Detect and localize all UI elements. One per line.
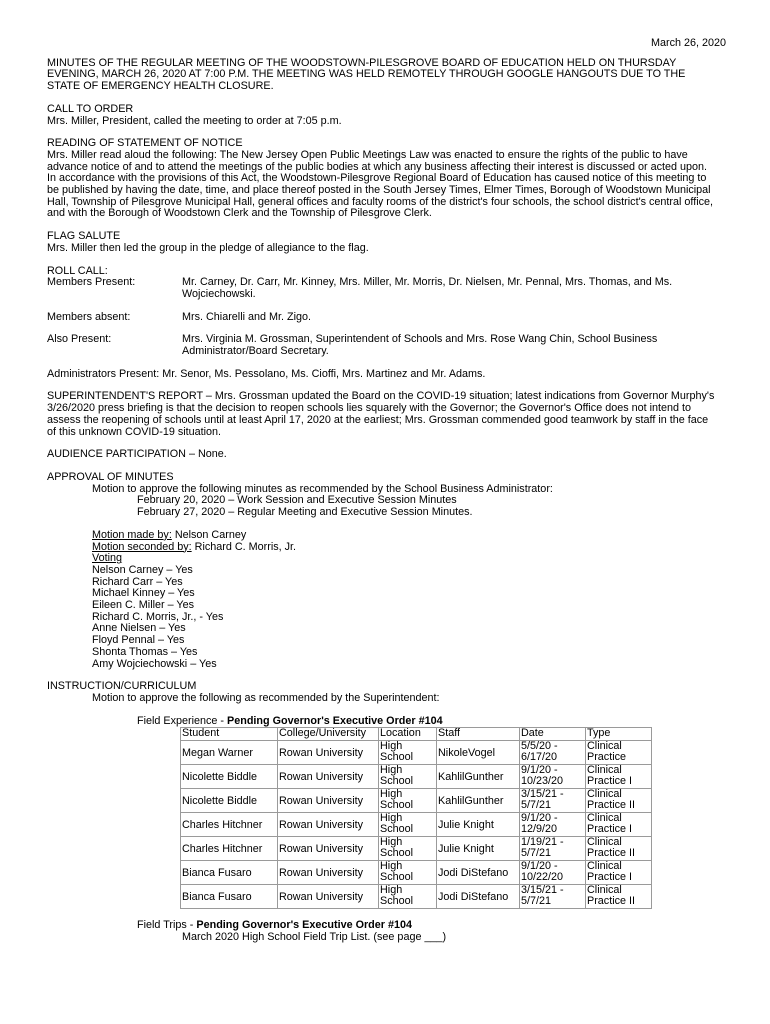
members-present-row [47, 277, 716, 300]
table-row [181, 789, 652, 813]
cell-date: 9/1/20 - 10/23/20 [520, 765, 586, 789]
cell-student: Megan Warner [181, 741, 278, 765]
members-present-label: Members Present: [47, 276, 136, 289]
motion-seconded-by-label: Motion seconded by: [92, 540, 192, 553]
field-trips-label: Field Trips - [137, 919, 197, 932]
vote-entry: Floyd Pennal – Yes [92, 634, 185, 647]
vote-list [92, 565, 716, 670]
roll-call-heading: ROLL CALL: [47, 264, 108, 277]
cell-date: 3/15/21 - 5/7/21 [520, 789, 586, 813]
column-header-college: College/University [278, 728, 379, 741]
field-experience-table [180, 727, 652, 909]
cell-student: Bianca Fusaro [181, 885, 278, 909]
table-row [181, 861, 652, 885]
approval-motion: Motion to approve the following minutes as recommended by the School Business Administrator: [92, 482, 553, 495]
members-absent-label: Members absent: [47, 310, 131, 323]
vote-entry: Michael Kinney – Yes [92, 587, 195, 600]
table-row [181, 837, 652, 861]
cell-date: 5/5/20 - 6/17/20 [520, 741, 586, 765]
cell-college: Rowan University [278, 861, 379, 885]
cell-location: High School [379, 765, 437, 789]
cell-staff: Julie Knight [437, 837, 520, 861]
also-present-row [47, 334, 716, 357]
approval-of-minutes-section [47, 472, 716, 670]
vote-entry: Anne Nielsen – Yes [92, 622, 186, 635]
cell-college: Rowan University [278, 885, 379, 909]
table-row [181, 885, 652, 909]
cell-type: Clinical Practice II [586, 789, 652, 813]
cell-location: High School [379, 789, 437, 813]
cell-date: 3/15/21 - 5/7/21 [520, 885, 586, 909]
column-header-date: Date [520, 728, 586, 741]
cell-date: 9/1/20 - 12/9/20 [520, 813, 586, 837]
flag-salute-text: Mrs. Miller then led the group in the pledge of allegiance to the flag. [47, 241, 369, 254]
call-to-order-section [47, 104, 716, 127]
cell-student: Nicolette Biddle [181, 765, 278, 789]
field-experience-label: Field Experience - [137, 714, 228, 727]
field-experience-pending: Pending Governor's Executive Order #104 [227, 714, 443, 727]
motion-seconded-by [92, 542, 716, 554]
cell-college: Rowan University [278, 741, 379, 765]
cell-type: Clinical Practice II [586, 837, 652, 861]
cell-type: Clinical Practice [586, 741, 652, 765]
cell-staff: Jodi DiStefano [437, 885, 520, 909]
statement-of-notice-section [47, 138, 716, 220]
column-header-location: Location [379, 728, 437, 741]
vote-entry: Amy Wojciechowski – Yes [92, 657, 217, 670]
statement-of-notice-text: Mrs. Miller read aloud the following: The New Jersey Open Public Meetings Law was enacted to ensure the rights of the public to have advance notice of and to attend the meetings of the public bodies at which any business affecting their interest is discussed or acted upon. In accordance with the provisions of this Act, the Woodstown-Pilesgrove Regional Board of Education has caused notice of this meeting to be published by having the date, time, and place thereof posted in the South Jersey Times, Elmer Times, Borough of Woodstown Municipal Hall, Township of Pilesgrove Municipal Hall, general offices and faculty rooms of the district's four schools, the school district's central office, and with the Borough of Woodstown Clerk and the Township of Pilesgrove Clerk. [47, 148, 714, 220]
members-absent-row [47, 312, 716, 324]
cell-type: Clinical Practice I [586, 813, 652, 837]
cell-student: Charles Hitchner [181, 813, 278, 837]
roll-call-section [47, 266, 716, 381]
column-header-type: Type [586, 728, 652, 741]
motion-seconded-by-value: Richard C. Morris, Jr. [191, 540, 297, 553]
administrators-present: Administrators Present: Mr. Senor, Ms. Pessolano, Ms. Cioffi, Mrs. Martinez and Mr. Adams. [47, 367, 486, 380]
cell-location: High School [379, 837, 437, 861]
table-row [181, 741, 652, 765]
field-trips-text: March 2020 High School Field Trip List. (see page ___) [182, 931, 447, 944]
cell-staff: Julie Knight [437, 813, 520, 837]
statement-of-notice-heading: READING OF STATEMENT OF NOTICE [47, 137, 243, 150]
cell-college: Rowan University [278, 765, 379, 789]
vote-entry: Shonta Thomas – Yes [92, 645, 198, 658]
column-header-student: Student [181, 728, 278, 741]
cell-staff: NikoleVogel [437, 741, 520, 765]
voting-label: Voting [92, 552, 123, 565]
audience-participation: AUDIENCE PARTICIPATION – None. [47, 448, 227, 461]
table-header-row [181, 728, 652, 741]
instruction-motion: Motion to approve the following as recommended by the Superintendent: [92, 691, 440, 704]
approval-heading: APPROVAL OF MINUTES [47, 470, 174, 483]
motion-made-by-value: Nelson Carney [171, 528, 247, 541]
cell-location: High School [379, 741, 437, 765]
column-header-staff: Staff [437, 728, 520, 741]
cell-type: Clinical Practice I [586, 861, 652, 885]
cell-staff: Jodi DiStefano [437, 861, 520, 885]
members-present-value: Mr. Carney, Dr. Carr, Mr. Kinney, Mrs. Miller, Mr. Morris, Dr. Nielsen, Mr. Pennal, Mrs. Thomas, and Ms. Wojciechowski. [182, 276, 673, 300]
flag-salute-heading: FLAG SALUTE [47, 230, 121, 243]
cell-student: Nicolette Biddle [181, 789, 278, 813]
also-present-label: Also Present: [47, 333, 112, 346]
cell-type: Clinical Practice II [586, 885, 652, 909]
members-absent-value: Mrs. Chiarelli and Mr. Zigo. [182, 310, 311, 323]
instruction-section [47, 681, 716, 944]
field-experience-title [47, 716, 716, 728]
table-row [181, 765, 652, 789]
cell-type: Clinical Practice I [586, 765, 652, 789]
minutes-item: February 27, 2020 – Regular Meeting and Executive Session Minutes. [137, 506, 473, 519]
cell-location: High School [379, 813, 437, 837]
instruction-heading: INSTRUCTION/CURRICULUM [47, 680, 197, 693]
vote-entry: Eileen C. Miller – Yes [92, 599, 195, 612]
flag-salute-section [47, 231, 716, 254]
cell-staff: KahlilGunther [437, 789, 520, 813]
cell-college: Rowan University [278, 813, 379, 837]
cell-date: 1/19/21 - 5/7/21 [520, 837, 586, 861]
meeting-date: March 26, 2020 [650, 37, 726, 49]
cell-student: Bianca Fusaro [181, 861, 278, 885]
call-to-order-heading: CALL TO ORDER [47, 102, 134, 115]
table-row [181, 813, 652, 837]
field-trips-pending: Pending Governor's Executive Order #104 [196, 919, 412, 932]
motion-block [47, 530, 716, 670]
vote-entry: Richard C. Morris, Jr., - Yes [92, 610, 224, 623]
document-title: MINUTES OF THE REGULAR MEETING OF THE WOODSTOWN-PILESGROVE BOARD OF EDUCATION HELD ON THURSDAY EVENING, MARCH 26, 2020 AT 7:00 P.M. THE MEETING WAS HELD REMOTELY THROUGH GOOGLE HANGOUTS DUE TO THE STATE OF EMERGENCY HEALTH CLOSURE. [47, 56, 686, 93]
also-present-value: Mrs. Virginia M. Grossman, Superintendent of Schools and Mrs. Rose Wang Chin, School Business Administrator/Board Secretary. [182, 333, 658, 358]
cell-student: Charles Hitchner [181, 837, 278, 861]
minutes-item: February 20, 2020 – Work Session and Executive Session Minutes [137, 494, 457, 507]
call-to-order-text: Mrs. Miller, President, called the meeting to order at 7:05 p.m. [47, 114, 342, 127]
cell-date: 9/1/20 - 10/22/20 [520, 861, 586, 885]
vote-entry: Nelson Carney – Yes [92, 563, 193, 576]
cell-staff: KahlilGunther [437, 765, 520, 789]
superintendent-report: SUPERINTENDENT'S REPORT – Mrs. Grossman updated the Board on the COVID-19 situation; latest indications from Governor Murphy's 3/26/2020 press briefing is that the decision to reopen schools lies squarely with the Governor; the Governor's Office does not intend to assess the reopening of schools until at least April 17, 2020 at the earliest; Mrs. Grossman commended good teamwork by staff in the face of this unknown COVID-19 situation. [47, 390, 715, 438]
cell-location: High School [379, 885, 437, 909]
motion-made-by-label: Motion made by: [92, 528, 172, 541]
cell-college: Rowan University [278, 789, 379, 813]
cell-college: Rowan University [278, 837, 379, 861]
vote-entry: Richard Carr – Yes [92, 575, 183, 588]
cell-location: High School [379, 861, 437, 885]
